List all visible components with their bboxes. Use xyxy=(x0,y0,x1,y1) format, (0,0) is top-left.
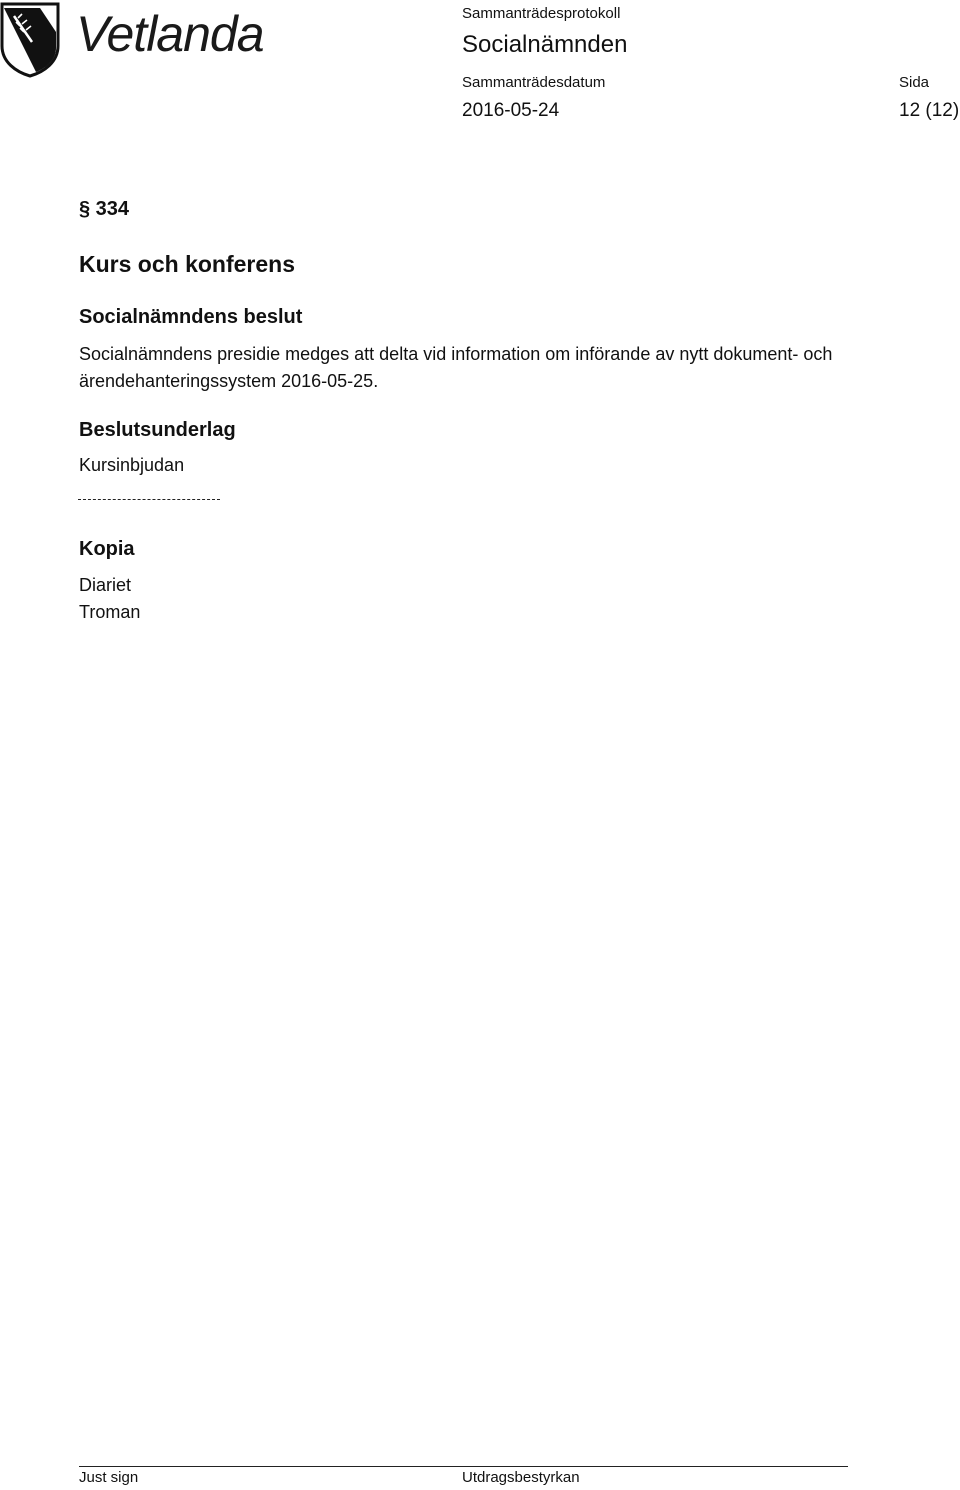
copy-list xyxy=(79,572,140,626)
footer-rule xyxy=(79,1466,848,1467)
meeting-date: 2016-05-24 xyxy=(462,100,560,121)
copy-heading: Kopia xyxy=(79,538,135,560)
decision-text: Socialnämndens presidie medges att delta vid information om införande av nytt dokument- och ärendehanteringssystem 2016-05-25. xyxy=(79,344,833,391)
committee-name: Socialnämnden xyxy=(462,31,628,58)
copy-recipient: Troman xyxy=(79,602,141,622)
municipal-coat-of-arms-icon xyxy=(0,2,60,78)
basis-item: Kursinbjudan xyxy=(79,455,185,475)
page-number: 12 (12) xyxy=(899,100,960,121)
document-type: Sammanträdesprotokoll xyxy=(462,5,621,22)
section-title: Kurs och konferens xyxy=(79,251,295,277)
meeting-date-label: Sammanträdesdatum xyxy=(462,74,606,91)
decision-heading: Socialnämndens beslut xyxy=(79,306,303,328)
basis-heading: Beslutsunderlag xyxy=(79,419,236,441)
signature-label: Just sign xyxy=(79,1469,139,1486)
separator-line xyxy=(78,499,220,500)
paragraph-number: § 334 xyxy=(79,198,130,220)
certification-label: Utdragsbestyrkan xyxy=(462,1469,580,1486)
municipality-logo: Vetlanda xyxy=(76,6,264,62)
copy-recipient: Diariet xyxy=(79,575,132,595)
page-label: Sida xyxy=(899,74,930,91)
